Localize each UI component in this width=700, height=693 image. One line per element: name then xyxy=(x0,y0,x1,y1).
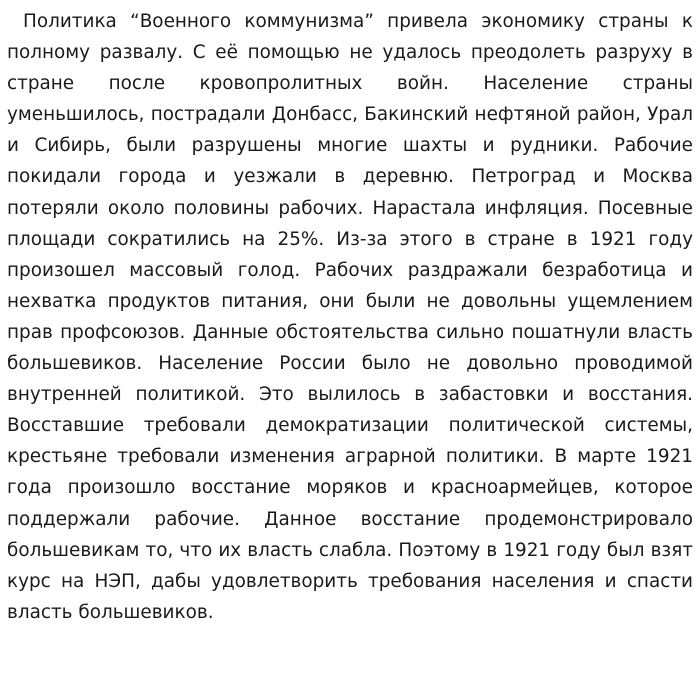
document-body xyxy=(7,6,693,628)
text-paragraph: Политика “Военного коммунизма” привела экономику страны к полному развалу. С её помощью не удалось преодолеть разруху в стране после кровопролитных войн. Население страны уменьшилось, пострадали Донбасс, Бакинский нефтяной район, Урал и Сибирь, были разрушены многие шахты и рудники. Рабочие покидали города и уезжали в деревню. Петроград и Москва потеряли около половины рабочих. Нарастала инфляция. Посевные площади сократились на 25%. Из-за этого в стране в 1921 году произошел массовый голод. Рабочих раздражали безработица и нехватка продуктов питания, они были не довольны ущемлением прав профсоюзов. Данные обстоятельства сильно пошатнули власть большевиков. Население России было не довольно проводимой внутренней политикой. Это вылилось в забастовки и восстания. Восставшие требовали демократизации политической системы, крестьяне требовали изменения аграрной политики. В марте 1921 года произошло восстание моряков и красноармейцев, которое поддержали рабочие. Данное восстание продемонстрировало большевикам то, что их власть слабла. Поэтому в 1921 году был взят курс на НЭП, дабы удовлетворить требования населения и спасти власть большевиков. xyxy=(7,11,693,623)
